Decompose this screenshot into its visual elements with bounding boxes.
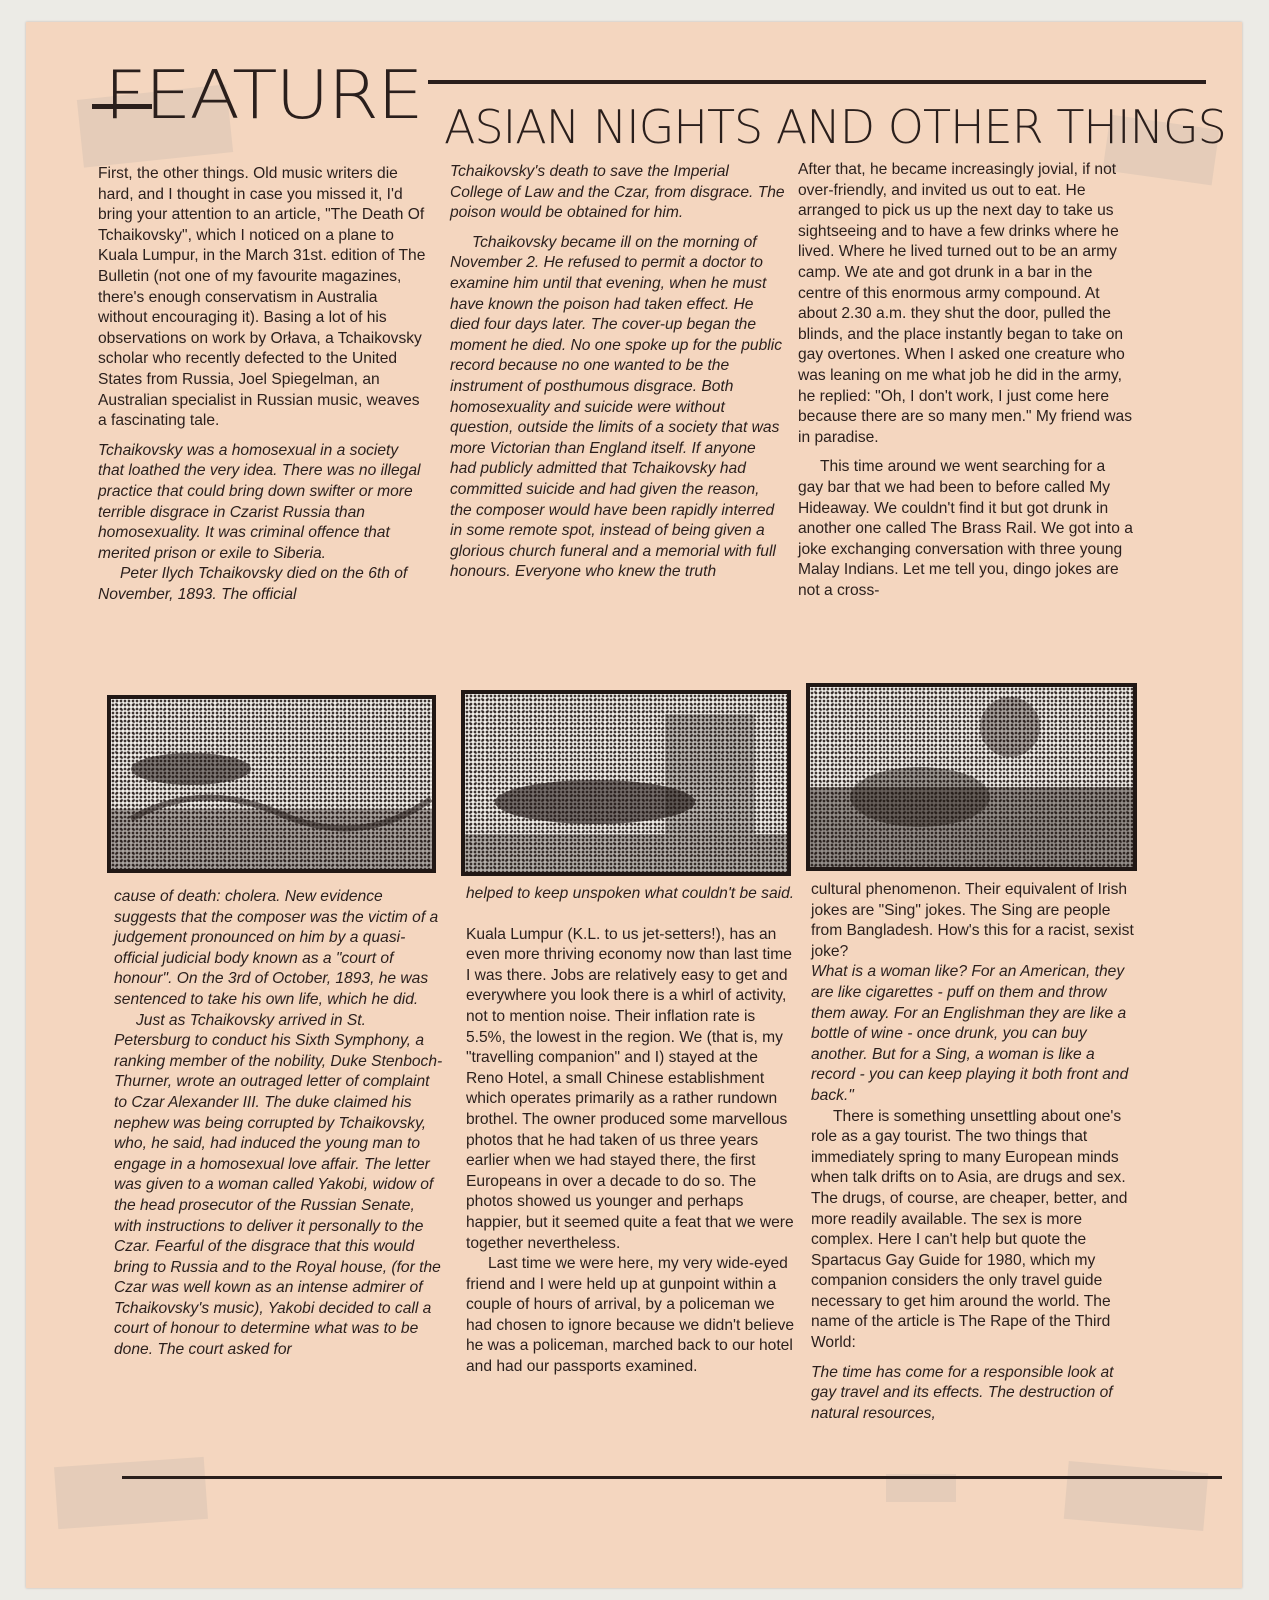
header-rule bbox=[428, 80, 1206, 84]
paragraph: The time has come for a responsible look at gay travel and its effects. The destruction of natural resources, bbox=[811, 1363, 1114, 1422]
paragraph: Last time we were here, my very wide-eyed friend and I were held up at gunpoint within a couple of hours of arrival, by a policeman we had chosen to ignore because we didn't believe he was a policeman, marched back to our hotel and had our passports examined. bbox=[466, 1255, 795, 1376]
paragraph: What is a woman like? For an American, they are like cigarettes - puff on them and throw them away. For an Englishman they are like a bottle of wine - once drunk, you can buy another. But for a Sing, a woman is like a record - you can keep playing it both front and back." bbox=[811, 963, 1129, 1104]
article-title: ASIAN NIGHTS AND OTHER THINGS bbox=[444, 100, 1226, 154]
paragraph: After that, he became increasingly jovial, if not over-friendly, and invited us out to eat. He arranged to pick us up the next day to take us sightseeing and to have a few drinks where he lived. Where he lived turned out to be an army camp. We ate and got drunk in a bar in the centre of this enormous army compound. At about 2.30 a.m. they shut the door, pulled the blinds, and the place instantly began to take on gay overtones. When I asked one creature who was leaning on me what job he did in the army, he replied: "Oh, I don't work, I just come here because there are so many men." My friend was in paradise. bbox=[798, 161, 1133, 446]
tape-mark bbox=[1064, 1461, 1209, 1531]
column-2-bottom bbox=[466, 884, 796, 1378]
column-1-top bbox=[98, 164, 428, 605]
photo-3-halftone bbox=[806, 683, 1137, 871]
feature-heading: FEATURE bbox=[104, 56, 422, 134]
tape-mark bbox=[54, 1457, 208, 1529]
photo-2-halftone bbox=[461, 690, 791, 876]
column-2-top bbox=[450, 162, 785, 583]
column-1-bottom bbox=[114, 887, 444, 1361]
paragraph: Tchaikovsky's death to save the Imperial College of Law and the Czar, from disgrace. The poison would be obtained for him. bbox=[450, 163, 785, 222]
paragraph: Just as Tchaikovsky arrived in St. Petersburg to conduct his Sixth Symphony, a ranking member of the nobility, Duke Stenboch-Thurner, wrote an outraged letter of complaint to Czar Alexander III. The duke claimed his nephew was being corrupted by Tchaikovsky, who, he said, had induced the young man to engage in a homosexual love affair. The letter was given to a woman called Yakobi, widow of the head prosecutor of the Russian Senate, with instructions to deliver it personally to the Czar. Fearful of the disgrace that this would bring to Russia and to the Royal house, (for the Czar was well kown as an intense admirer of Tchaikovsky's music), Yakobi decided to call a court of honour to determine what was to be done. The court asked for bbox=[114, 1011, 443, 1359]
footer-rule bbox=[122, 1476, 1222, 1479]
column-3-bottom bbox=[811, 880, 1141, 1424]
paragraph: First, the other things. Old music writers die hard, and I thought in case you missed it, I'd bring your attention to an article, "The Death Of Tchaikovsky", which I noticed on a plane to Kuala Lumpur, in the March 31st. edition of The Bulletin (not one of my favourite magazines, there's enough conservatism in Australia without encouraging it). Basing a lot of his observations on work by Orłava, a Tchaikovsky scholar who recently defected to the United States from Russia, Joel Spiegelman, an Australian specialist in Russian music, weaves a fascinating tale. bbox=[98, 165, 426, 430]
paragraph: Peter Ilych Tchaikovsky died on the 6th of November, 1893. The official bbox=[98, 565, 408, 603]
column-3-top bbox=[798, 160, 1133, 601]
paragraph: cause of death: cholera. New evidence suggests that the composer was the victim of a judgement pronounced on him by a quasi-official judicial body known as a "court of honour". On the 3rd of October, 1893, he was sentenced to take his own life, which he did. bbox=[114, 888, 439, 1008]
paragraph: Tchaikovsky was a homosexual in a society that loathed the very idea. There was no illegal practice that could bring down swifter or more terrible disgrace in Czarist Russia than homosexuality. It was criminal offence that merited prison or exile to Siberia. bbox=[98, 441, 421, 562]
paragraph: Kuala Lumpur (K.L. to us jet-setters!), has an even more thriving economy now than last time I was there. Jobs are relatively easy to get and everywhere you look there is a whirl of activity, not to mention noise. Their inflation rate is 5.5%, the lowest in the region. We (that is, my "travelling companion" and I) stayed at the Reno Hotel, a small Chinese establishment which operates primarily as a rather rundown brothel. The owner produced some marvellous photos that he had taken of us three years earlier when we had stayed there, the first Europeans in over a decade to do so. The photos showed us younger and perhaps happier, but it seemed quite a feat that we were together nevertheless. bbox=[466, 925, 794, 1252]
photo-1-halftone bbox=[107, 695, 436, 873]
paragraph: There is something unsettling about one's role as a gay tourist. The two things that immediately spring to many European minds when talk drifts on to Asia, are drugs and sex. The drugs, of course, are cheaper, better, and more readily available. The sex is more complex. Here I can't help but quote the Spartacus Gay Guide for 1980, which my companion considers the only travel guide necessary to get him around the world. The name of the article is The Rape of the Third World: bbox=[811, 1107, 1128, 1352]
paragraph: helped to keep unspoken what couldn't be said. bbox=[466, 885, 795, 902]
paragraph: cultural phenomenon. Their equivalent of Irish jokes are "Sing" jokes. The Sing are people from Bangladesh. How's this for a racist, sexist joke? bbox=[811, 881, 1134, 960]
paragraph: Tchaikovsky became ill on the morning of November 2. He refused to permit a doctor to examine him until that evening, when he must have known the poison had taken effect. He died four days later. The cover-up began the moment he died. No one spoke up for the public record because no one wanted to be the instrument of posthumous disgrace. Both homosexuality and suicide were without question, outside the limits of a society that was more Victorian than England itself. If anyone had publicly admitted that Tchaikovsky had committed suicide and had given the reason, the composer would have been rapidly interred in some remote spot, instead of being given a glorious church funeral and a memorial with full honours. Everyone who knew the truth bbox=[450, 233, 783, 581]
paragraph: This time around we went searching for a gay bar that we had been to before called My Hideaway. We couldn't find it but got drunk in another one called The Brass Rail. We got into a joke exchanging conversation with three young Malay Indians. Let me tell you, dingo jokes are not a cross- bbox=[798, 458, 1133, 599]
